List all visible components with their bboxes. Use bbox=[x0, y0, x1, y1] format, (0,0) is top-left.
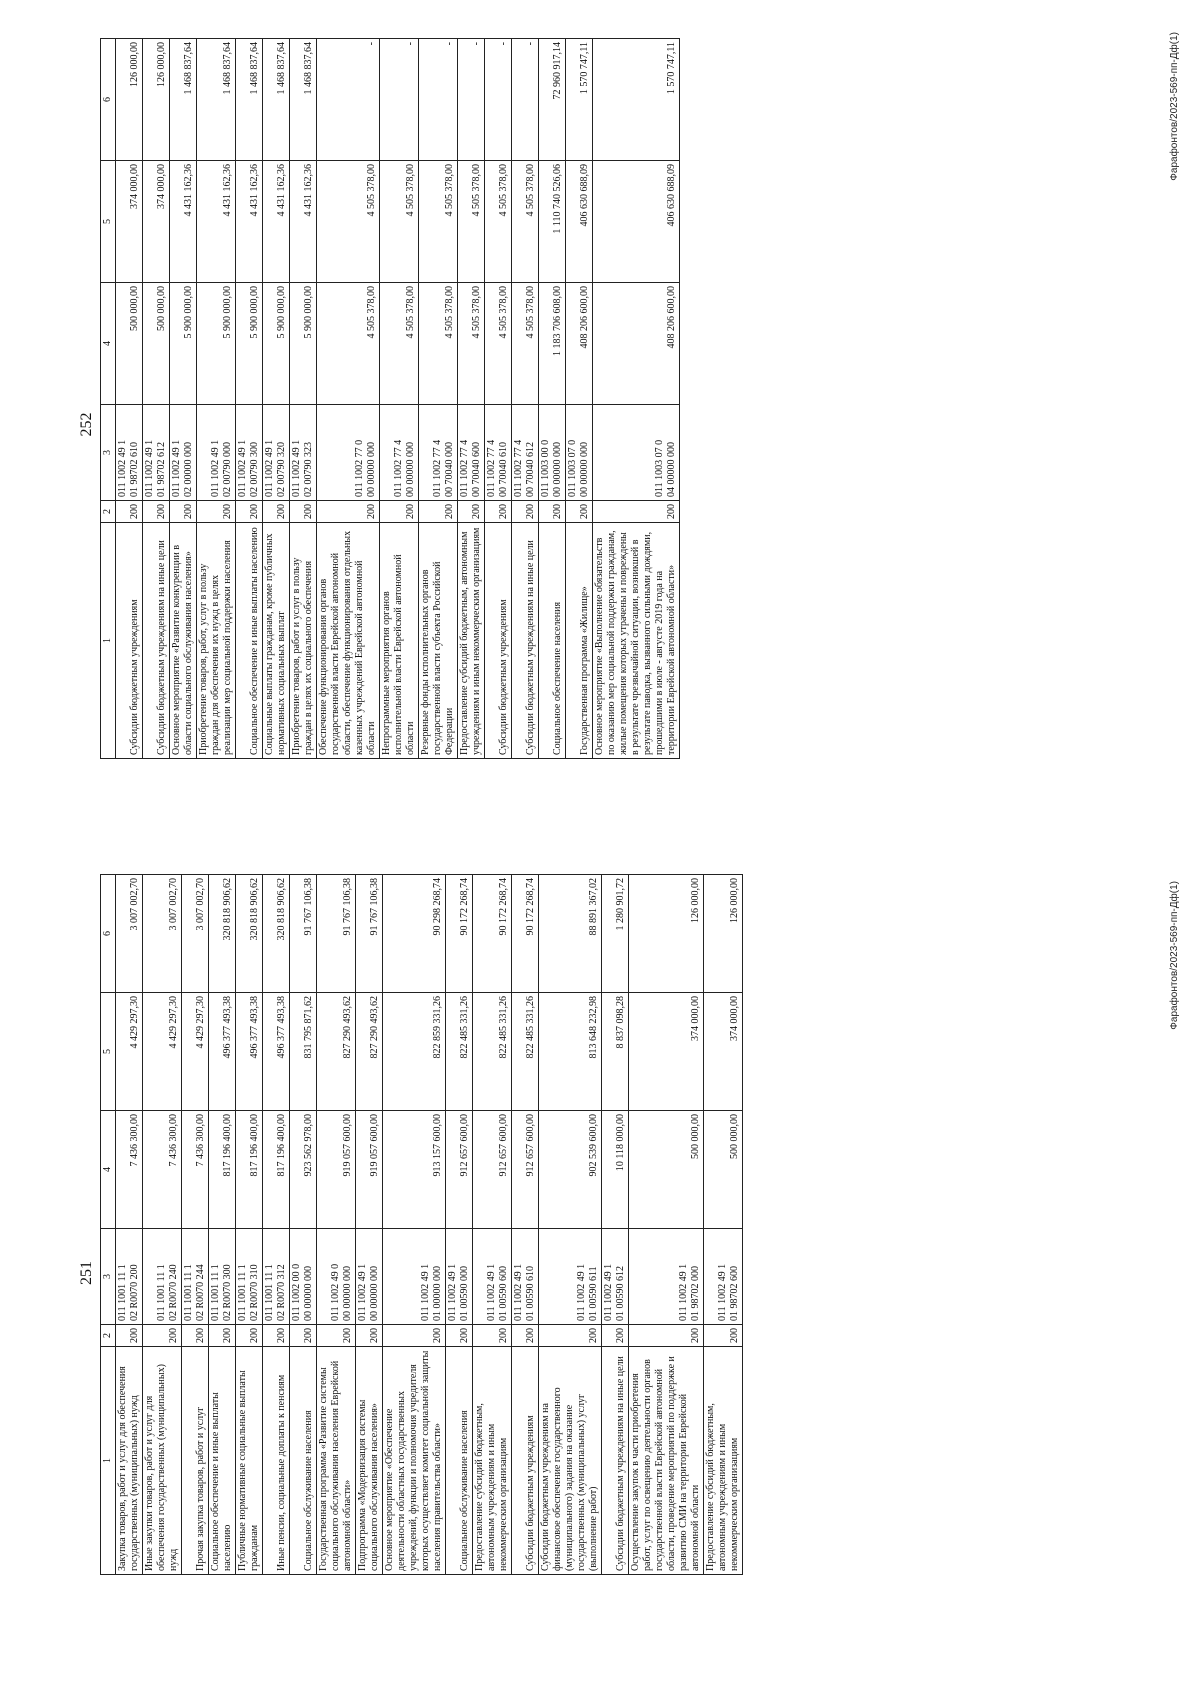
cell-name: Иные пенсии, социальные доплаты к пенсиям bbox=[263, 1347, 290, 1575]
cell-executed-amount: 374 000,00 bbox=[704, 993, 743, 1111]
cell-planned-amount: 913 157 600,00 bbox=[383, 1111, 446, 1229]
cell-executed-amount: 406 630 688,09 bbox=[593, 161, 680, 283]
cell-executed-amount: 827 290 493,62 bbox=[317, 993, 356, 1111]
table-row bbox=[383, 875, 446, 1575]
cell-remaining-amount: 72 960 917,14 bbox=[539, 39, 566, 161]
cell-executed-amount: 4 505 378,00 bbox=[317, 161, 380, 283]
cell-planned-amount: 4 505 378,00 bbox=[512, 283, 539, 405]
cell-name: Закупка товаров, работ и услуг для обеспечения государственных (муниципальных) нужд bbox=[116, 1347, 143, 1575]
cell-planned-amount: 5 900 000,00 bbox=[170, 283, 197, 405]
cell-name: Социальное обеспечение населения bbox=[539, 523, 566, 759]
table-row bbox=[170, 39, 197, 759]
table-row bbox=[263, 875, 290, 1575]
table-row bbox=[197, 39, 236, 759]
cell-name: Социальное обслуживание населения bbox=[446, 1347, 473, 1575]
column-header: 1 bbox=[101, 523, 116, 759]
cell-classification-code: 011 1002 77 4 00 70040 612 bbox=[512, 405, 539, 501]
page-number: 251 bbox=[78, 1261, 95, 1285]
table-row bbox=[356, 875, 383, 1575]
cell-classification-code: 011 1002 49 1 02 00790 320 bbox=[263, 405, 290, 501]
cell-planned-amount: 912 657 600,00 bbox=[473, 1111, 512, 1229]
cell-code-200: 200 bbox=[317, 1325, 356, 1347]
budget-table bbox=[100, 874, 743, 1575]
cell-classification-code: 011 1002 77 4 00 70040 600 bbox=[458, 405, 485, 501]
table-row bbox=[143, 39, 170, 759]
cell-code-200: 200 bbox=[383, 1325, 446, 1347]
cell-code-200: 200 bbox=[116, 1325, 143, 1347]
cell-name: Осуществление закупок в части приобретения работ, услуг по освещению деятельности органов государственной власти Еврейской автономной области, проведение мероприятий по поддержке и развитию СМИ на территории Еврейской автономной области bbox=[629, 1347, 704, 1575]
cell-name: Государственная программа «Жилище» bbox=[566, 523, 593, 759]
cell-remaining-amount: 1 570 747,11 bbox=[566, 39, 593, 161]
table-row bbox=[602, 875, 629, 1575]
cell-executed-amount: 4 505 378,00 bbox=[380, 161, 419, 283]
cell-remaining-amount: 1 468 837,64 bbox=[263, 39, 290, 161]
cell-classification-code: 011 1002 49 1 01 98702 000 bbox=[629, 1229, 704, 1325]
cell-name: Непрограммные мероприятия органов исполнительной власти Еврейской автономной области bbox=[380, 523, 419, 759]
cell-planned-amount: 5 900 000,00 bbox=[197, 283, 236, 405]
cell-remaining-amount: 90 172 268,74 bbox=[512, 875, 539, 993]
cell-name: Социальные выплаты гражданам, кроме публичных нормативных социальных выплат bbox=[263, 523, 290, 759]
cell-classification-code: 011 1001 11 1 02 R0070 200 bbox=[116, 1229, 143, 1325]
cell-code-200: 200 bbox=[170, 501, 197, 523]
cell-executed-amount: 406 630 688,09 bbox=[566, 161, 593, 283]
cell-remaining-amount: 320 818 906,62 bbox=[209, 875, 236, 993]
table-row bbox=[512, 39, 539, 759]
cell-remaining-amount: 126 000,00 bbox=[629, 875, 704, 993]
cell-executed-amount: 4 431 162,36 bbox=[170, 161, 197, 283]
cell-classification-code: 011 1001 11 1 02 R0070 244 bbox=[182, 1229, 209, 1325]
cell-remaining-amount: 126 000,00 bbox=[116, 39, 143, 161]
column-header: 2 bbox=[101, 1325, 116, 1347]
cell-code-200: 200 bbox=[539, 1325, 602, 1347]
cell-executed-amount: 827 290 493,62 bbox=[356, 993, 383, 1111]
cell-code-200: 200 bbox=[236, 1325, 263, 1347]
column-header: 3 bbox=[101, 405, 116, 501]
table-row bbox=[236, 39, 263, 759]
cell-code-200: 200 bbox=[458, 501, 485, 523]
cell-planned-amount: 912 657 600,00 bbox=[512, 1111, 539, 1229]
cell-name: Социальное обслуживание населения bbox=[290, 1347, 317, 1575]
cell-remaining-amount: 126 000,00 bbox=[143, 39, 170, 161]
table-row bbox=[209, 875, 236, 1575]
cell-classification-code: 011 1002 49 1 02 00790 000 bbox=[197, 405, 236, 501]
cell-planned-amount: 408 206 600,00 bbox=[566, 283, 593, 405]
cell-classification-code: 011 1002 49 1 01 00590 600 bbox=[473, 1229, 512, 1325]
cell-planned-amount: 4 505 378,00 bbox=[458, 283, 485, 405]
cell-remaining-amount: - bbox=[458, 39, 485, 161]
cell-executed-amount: 4 505 378,00 bbox=[458, 161, 485, 283]
cell-planned-amount: 10 118 000,00 bbox=[602, 1111, 629, 1229]
cell-executed-amount: 822 485 331,26 bbox=[446, 993, 473, 1111]
cell-executed-amount: 4 429 297,30 bbox=[116, 993, 143, 1111]
cell-code-200: 200 bbox=[704, 1325, 743, 1347]
column-header: 4 bbox=[101, 1111, 116, 1229]
cell-code-200: 200 bbox=[485, 501, 512, 523]
cell-remaining-amount: 3 007 002,70 bbox=[116, 875, 143, 993]
cell-classification-code: 011 1001 11 1 02 R0070 312 bbox=[263, 1229, 290, 1325]
cell-planned-amount: 919 057 600,00 bbox=[356, 1111, 383, 1229]
cell-executed-amount: 4 505 378,00 bbox=[512, 161, 539, 283]
table-header-row bbox=[101, 39, 116, 759]
table-row bbox=[236, 875, 263, 1575]
cell-name: Основное мероприятие «Развитие конкуренции в области социального обслуживания населения» bbox=[170, 523, 197, 759]
cell-executed-amount: 4 429 297,30 bbox=[143, 993, 182, 1111]
column-header: 3 bbox=[101, 1229, 116, 1325]
table-row bbox=[473, 875, 512, 1575]
cell-code-200: 200 bbox=[566, 501, 593, 523]
column-header: 5 bbox=[101, 161, 116, 283]
cell-classification-code: 011 1003 00 0 00 00000 000 bbox=[539, 405, 566, 501]
cell-remaining-amount: 1 468 837,64 bbox=[197, 39, 236, 161]
cell-classification-code: 011 1002 49 1 00 00000 000 bbox=[356, 1229, 383, 1325]
cell-planned-amount: 7 436 300,00 bbox=[143, 1111, 182, 1229]
cell-classification-code: 011 1002 49 1 01 98702 610 bbox=[116, 405, 143, 501]
cell-planned-amount: 912 657 600,00 bbox=[446, 1111, 473, 1229]
cell-classification-code: 011 1002 49 1 01 98702 612 bbox=[143, 405, 170, 501]
cell-executed-amount: 496 377 493,38 bbox=[263, 993, 290, 1111]
cell-remaining-amount: 1 570 747,11 bbox=[593, 39, 680, 161]
cell-code-200: 200 bbox=[593, 501, 680, 523]
table-row bbox=[446, 875, 473, 1575]
cell-planned-amount: 5 900 000,00 bbox=[236, 283, 263, 405]
cell-executed-amount: 831 795 871,62 bbox=[290, 993, 317, 1111]
cell-name: Приобретение товаров, работ, услуг в пользу граждан для обеспечения их нужд в целях реализации мер социальной поддержки населения bbox=[197, 523, 236, 759]
cell-executed-amount: 374 000,00 bbox=[143, 161, 170, 283]
table-row bbox=[116, 39, 143, 759]
cell-remaining-amount: 91 767 106,38 bbox=[317, 875, 356, 993]
cell-code-200: 200 bbox=[419, 501, 458, 523]
cell-executed-amount: 1 110 740 526,06 bbox=[539, 161, 566, 283]
cell-classification-code: 011 1002 77 0 00 00000 000 bbox=[317, 405, 380, 501]
cell-remaining-amount: 126 000,00 bbox=[704, 875, 743, 993]
cell-code-200: 200 bbox=[182, 1325, 209, 1347]
table-row bbox=[512, 875, 539, 1575]
cell-name: Государственная программа «Развитие системы социального обслуживания населения Еврейской автономной области» bbox=[317, 1347, 356, 1575]
cell-name: Основное мероприятие «Выполнение обязательств по оказанию мер социальной поддержки гражданам, жилые помещения которых утрачены и повреждены в результате чрезвычайной ситуации, возникшей в результате паводка, вызванного сильными дождями, прошедшими в июле - августе 2019 года на территории Еврейской автономной области» bbox=[593, 523, 680, 759]
cell-executed-amount: 4 505 378,00 bbox=[419, 161, 458, 283]
cell-executed-amount: 822 485 331,26 bbox=[512, 993, 539, 1111]
column-header: 6 bbox=[101, 39, 116, 161]
cell-classification-code: 011 1002 49 1 01 00590 610 bbox=[512, 1229, 539, 1325]
cell-code-200: 200 bbox=[473, 1325, 512, 1347]
cell-name: Прочая закупка товаров, работ и услуг bbox=[182, 1347, 209, 1575]
cell-name: Предоставление субсидий бюджетным, автономным учреждениям и иным некоммерческим организациям bbox=[458, 523, 485, 759]
table-row bbox=[317, 875, 356, 1575]
column-header: 1 bbox=[101, 1347, 116, 1575]
cell-executed-amount: 4 431 162,36 bbox=[263, 161, 290, 283]
cell-classification-code: 011 1001 11 1 02 R0070 240 bbox=[143, 1229, 182, 1325]
cell-planned-amount: 7 436 300,00 bbox=[182, 1111, 209, 1229]
table-row bbox=[539, 39, 566, 759]
cell-classification-code: 011 1002 49 1 01 00000 000 bbox=[383, 1229, 446, 1325]
table-row bbox=[116, 875, 143, 1575]
cell-code-200: 200 bbox=[236, 501, 263, 523]
cell-remaining-amount: - bbox=[485, 39, 512, 161]
cell-name: Предоставление субсидий бюджетным, автономным учреждениям и иным некоммерческим организациям bbox=[704, 1347, 743, 1575]
cell-executed-amount: 374 000,00 bbox=[116, 161, 143, 283]
cell-classification-code: 011 1002 49 0 00 00000 000 bbox=[317, 1229, 356, 1325]
cell-executed-amount: 496 377 493,38 bbox=[209, 993, 236, 1111]
cell-planned-amount: 500 000,00 bbox=[704, 1111, 743, 1229]
cell-code-200: 200 bbox=[512, 1325, 539, 1347]
cell-remaining-amount: 3 007 002,70 bbox=[182, 875, 209, 993]
cell-classification-code: 011 1002 49 1 02 00790 300 bbox=[236, 405, 263, 501]
cell-name: Субсидии бюджетным учреждениям на иные цели bbox=[602, 1347, 629, 1575]
cell-planned-amount: 817 196 400,00 bbox=[209, 1111, 236, 1229]
cell-code-200: 200 bbox=[290, 1325, 317, 1347]
cell-planned-amount: 408 206 600,00 bbox=[593, 283, 680, 405]
cell-executed-amount: 8 837 098,28 bbox=[602, 993, 629, 1111]
cell-remaining-amount: 1 468 837,64 bbox=[290, 39, 317, 161]
cell-name: Предоставление субсидий бюджетным, автономным учреждениям и иным некоммерческим организациям bbox=[473, 1347, 512, 1575]
cell-remaining-amount: 91 767 106,38 bbox=[356, 875, 383, 993]
cell-remaining-amount: - bbox=[317, 39, 380, 161]
cell-remaining-amount: 91 767 106,38 bbox=[290, 875, 317, 993]
cell-name: Субсидии бюджетным учреждениям bbox=[512, 1347, 539, 1575]
cell-classification-code: 011 1002 49 1 02 00790 323 bbox=[290, 405, 317, 501]
cell-code-200: 200 bbox=[290, 501, 317, 523]
cell-code-200: 200 bbox=[380, 501, 419, 523]
table-row bbox=[593, 39, 680, 759]
cell-classification-code: 011 1002 49 1 01 98702 600 bbox=[704, 1229, 743, 1325]
cell-name: Субсидии бюджетным учреждениям на финансовое обеспечение государственного (муниципального) задания на оказание государственных (муниципальных) услуг (выполнение работ) bbox=[539, 1347, 602, 1575]
cell-classification-code: 011 1002 49 1 01 00590 000 bbox=[446, 1229, 473, 1325]
table-row bbox=[290, 39, 317, 759]
cell-code-200: 200 bbox=[197, 501, 236, 523]
table-row bbox=[263, 39, 290, 759]
cell-name: Субсидии бюджетным учреждениям bbox=[116, 523, 143, 759]
cell-executed-amount: 813 648 232,98 bbox=[539, 993, 602, 1111]
cell-remaining-amount: 320 818 906,62 bbox=[236, 875, 263, 993]
table-row bbox=[182, 875, 209, 1575]
cell-planned-amount: 7 436 300,00 bbox=[116, 1111, 143, 1229]
cell-remaining-amount: - bbox=[512, 39, 539, 161]
cell-name: Основное мероприятие «Обеспечение деятельности областных государственных учреждений, функции и полномочия учредителя которых осуществляет комитет социальной защиты населения правительства области» bbox=[383, 1347, 446, 1575]
cell-classification-code: 011 1003 07 0 00 00000 000 bbox=[566, 405, 593, 501]
table-row bbox=[419, 39, 458, 759]
table-row bbox=[539, 875, 602, 1575]
table-row bbox=[485, 39, 512, 759]
cell-planned-amount: 5 900 000,00 bbox=[263, 283, 290, 405]
cell-remaining-amount: 88 891 367,02 bbox=[539, 875, 602, 993]
cell-name: Обеспечение функционирования органов государственной власти Еврейской автономной области, обеспечение функционирования отдельных казенных учреждений Еврейской автономной области bbox=[317, 523, 380, 759]
cell-classification-code: 011 1002 77 4 00 70040 610 bbox=[485, 405, 512, 501]
cell-executed-amount: 4 431 162,36 bbox=[236, 161, 263, 283]
cell-code-200: 200 bbox=[629, 1325, 704, 1347]
cell-remaining-amount: 3 007 002,70 bbox=[143, 875, 182, 993]
table-body bbox=[116, 39, 680, 759]
cell-name: Субсидии бюджетным учреждениям на иные цели bbox=[512, 523, 539, 759]
table-row bbox=[290, 875, 317, 1575]
cell-code-200: 200 bbox=[143, 501, 170, 523]
cell-planned-amount: 500 000,00 bbox=[143, 283, 170, 405]
cell-classification-code: 011 1002 49 1 02 00000 000 bbox=[170, 405, 197, 501]
cell-name: Резервные фонды исполнительных органов государственной власти субъекта Российской Федерации bbox=[419, 523, 458, 759]
cell-executed-amount: 822 859 331,26 bbox=[383, 993, 446, 1111]
cell-classification-code: 011 1001 11 1 02 R0070 310 bbox=[236, 1229, 263, 1325]
cell-code-200: 200 bbox=[539, 501, 566, 523]
cell-name: Субсидии бюджетным учреждениям на иные цели bbox=[143, 523, 170, 759]
column-header: 2 bbox=[101, 501, 116, 523]
cell-code-200: 200 bbox=[143, 1325, 182, 1347]
cell-remaining-amount: 1 468 837,64 bbox=[170, 39, 197, 161]
cell-code-200: 200 bbox=[512, 501, 539, 523]
table-row bbox=[566, 39, 593, 759]
cell-remaining-amount: - bbox=[380, 39, 419, 161]
budget-table bbox=[100, 38, 680, 759]
cell-classification-code: 011 1002 49 1 01 00590 612 bbox=[602, 1229, 629, 1325]
cell-planned-amount: 500 000,00 bbox=[116, 283, 143, 405]
cell-classification-code: 011 1002 77 4 00 00000 000 bbox=[380, 405, 419, 501]
cell-name: Социальное обеспечение и иные выплаты населению bbox=[209, 1347, 236, 1575]
cell-planned-amount: 4 505 378,00 bbox=[485, 283, 512, 405]
table-header-row bbox=[101, 875, 116, 1575]
cell-remaining-amount: 90 172 268,74 bbox=[473, 875, 512, 993]
cell-classification-code: 011 1001 11 1 02 R0070 300 bbox=[209, 1229, 236, 1325]
cell-code-200: 200 bbox=[263, 501, 290, 523]
cell-classification-code: 011 1002 00 0 00 00000 000 bbox=[290, 1229, 317, 1325]
cell-planned-amount: 4 505 378,00 bbox=[419, 283, 458, 405]
cell-classification-code: 011 1002 49 1 01 00590 611 bbox=[539, 1229, 602, 1325]
cell-code-200: 200 bbox=[317, 501, 380, 523]
cell-name: Иные закупки товаров, работ и услуг для обеспечения государственных (муниципальных) нужд bbox=[143, 1347, 182, 1575]
cell-planned-amount: 1 183 706 608,00 bbox=[539, 283, 566, 405]
table-row bbox=[704, 875, 743, 1575]
table-row bbox=[143, 875, 182, 1575]
cell-name: Социальное обеспечение и иные выплаты населению bbox=[236, 523, 263, 759]
cell-remaining-amount: - bbox=[419, 39, 458, 161]
cell-executed-amount: 4 505 378,00 bbox=[485, 161, 512, 283]
cell-executed-amount: 4 431 162,36 bbox=[290, 161, 317, 283]
cell-planned-amount: 902 539 600,00 bbox=[539, 1111, 602, 1229]
cell-code-200: 200 bbox=[263, 1325, 290, 1347]
cell-planned-amount: 817 196 400,00 bbox=[236, 1111, 263, 1229]
cell-planned-amount: 923 562 978,00 bbox=[290, 1111, 317, 1229]
cell-executed-amount: 822 485 331,26 bbox=[473, 993, 512, 1111]
cell-planned-amount: 919 057 600,00 bbox=[317, 1111, 356, 1229]
page-footer: Фарафонтов/2023-569-пп-Дф(1) bbox=[1169, 32, 1180, 181]
cell-remaining-amount: 320 818 906,62 bbox=[263, 875, 290, 993]
cell-executed-amount: 374 000,00 bbox=[629, 993, 704, 1111]
cell-classification-code: 011 1002 77 4 00 70040 000 bbox=[419, 405, 458, 501]
cell-planned-amount: 4 505 378,00 bbox=[380, 283, 419, 405]
page-footer: Фарафонтов/2023-569-пп-Дф(1) bbox=[1169, 881, 1180, 1030]
cell-executed-amount: 4 431 162,36 bbox=[197, 161, 236, 283]
cell-code-200: 200 bbox=[209, 1325, 236, 1347]
cell-planned-amount: 4 505 378,00 bbox=[317, 283, 380, 405]
column-header: 5 bbox=[101, 993, 116, 1111]
cell-executed-amount: 496 377 493,38 bbox=[236, 993, 263, 1111]
cell-executed-amount: 4 429 297,30 bbox=[182, 993, 209, 1111]
cell-code-200: 200 bbox=[602, 1325, 629, 1347]
cell-planned-amount: 500 000,00 bbox=[629, 1111, 704, 1229]
table-row bbox=[629, 875, 704, 1575]
cell-remaining-amount: 1 468 837,64 bbox=[236, 39, 263, 161]
column-header: 4 bbox=[101, 283, 116, 405]
table-row bbox=[458, 39, 485, 759]
cell-remaining-amount: 90 172 268,74 bbox=[446, 875, 473, 993]
cell-name: Субсидии бюджетным учреждениям bbox=[485, 523, 512, 759]
page-251 bbox=[0, 849, 1200, 1697]
page-number: 252 bbox=[78, 412, 95, 437]
cell-name: Публичные нормативные социальные выплаты гражданам bbox=[236, 1347, 263, 1575]
cell-classification-code: 011 1003 07 0 04 00000 000 bbox=[593, 405, 680, 501]
cell-name: Приобретение товаров, работ и услуг в пользу граждан в целях их социального обеспечения bbox=[290, 523, 317, 759]
cell-planned-amount: 817 196 400,00 bbox=[263, 1111, 290, 1229]
cell-code-200: 200 bbox=[446, 1325, 473, 1347]
cell-planned-amount: 5 900 000,00 bbox=[290, 283, 317, 405]
cell-code-200: 200 bbox=[116, 501, 143, 523]
table-row bbox=[380, 39, 419, 759]
cell-remaining-amount: 90 298 268,74 bbox=[383, 875, 446, 993]
table-row bbox=[317, 39, 380, 759]
cell-remaining-amount: 1 280 901,72 bbox=[602, 875, 629, 993]
table-body bbox=[116, 875, 743, 1575]
cell-name: Подпрограмма «Модернизация системы социального обслуживания населения» bbox=[356, 1347, 383, 1575]
column-header: 6 bbox=[101, 875, 116, 993]
cell-code-200: 200 bbox=[356, 1325, 383, 1347]
